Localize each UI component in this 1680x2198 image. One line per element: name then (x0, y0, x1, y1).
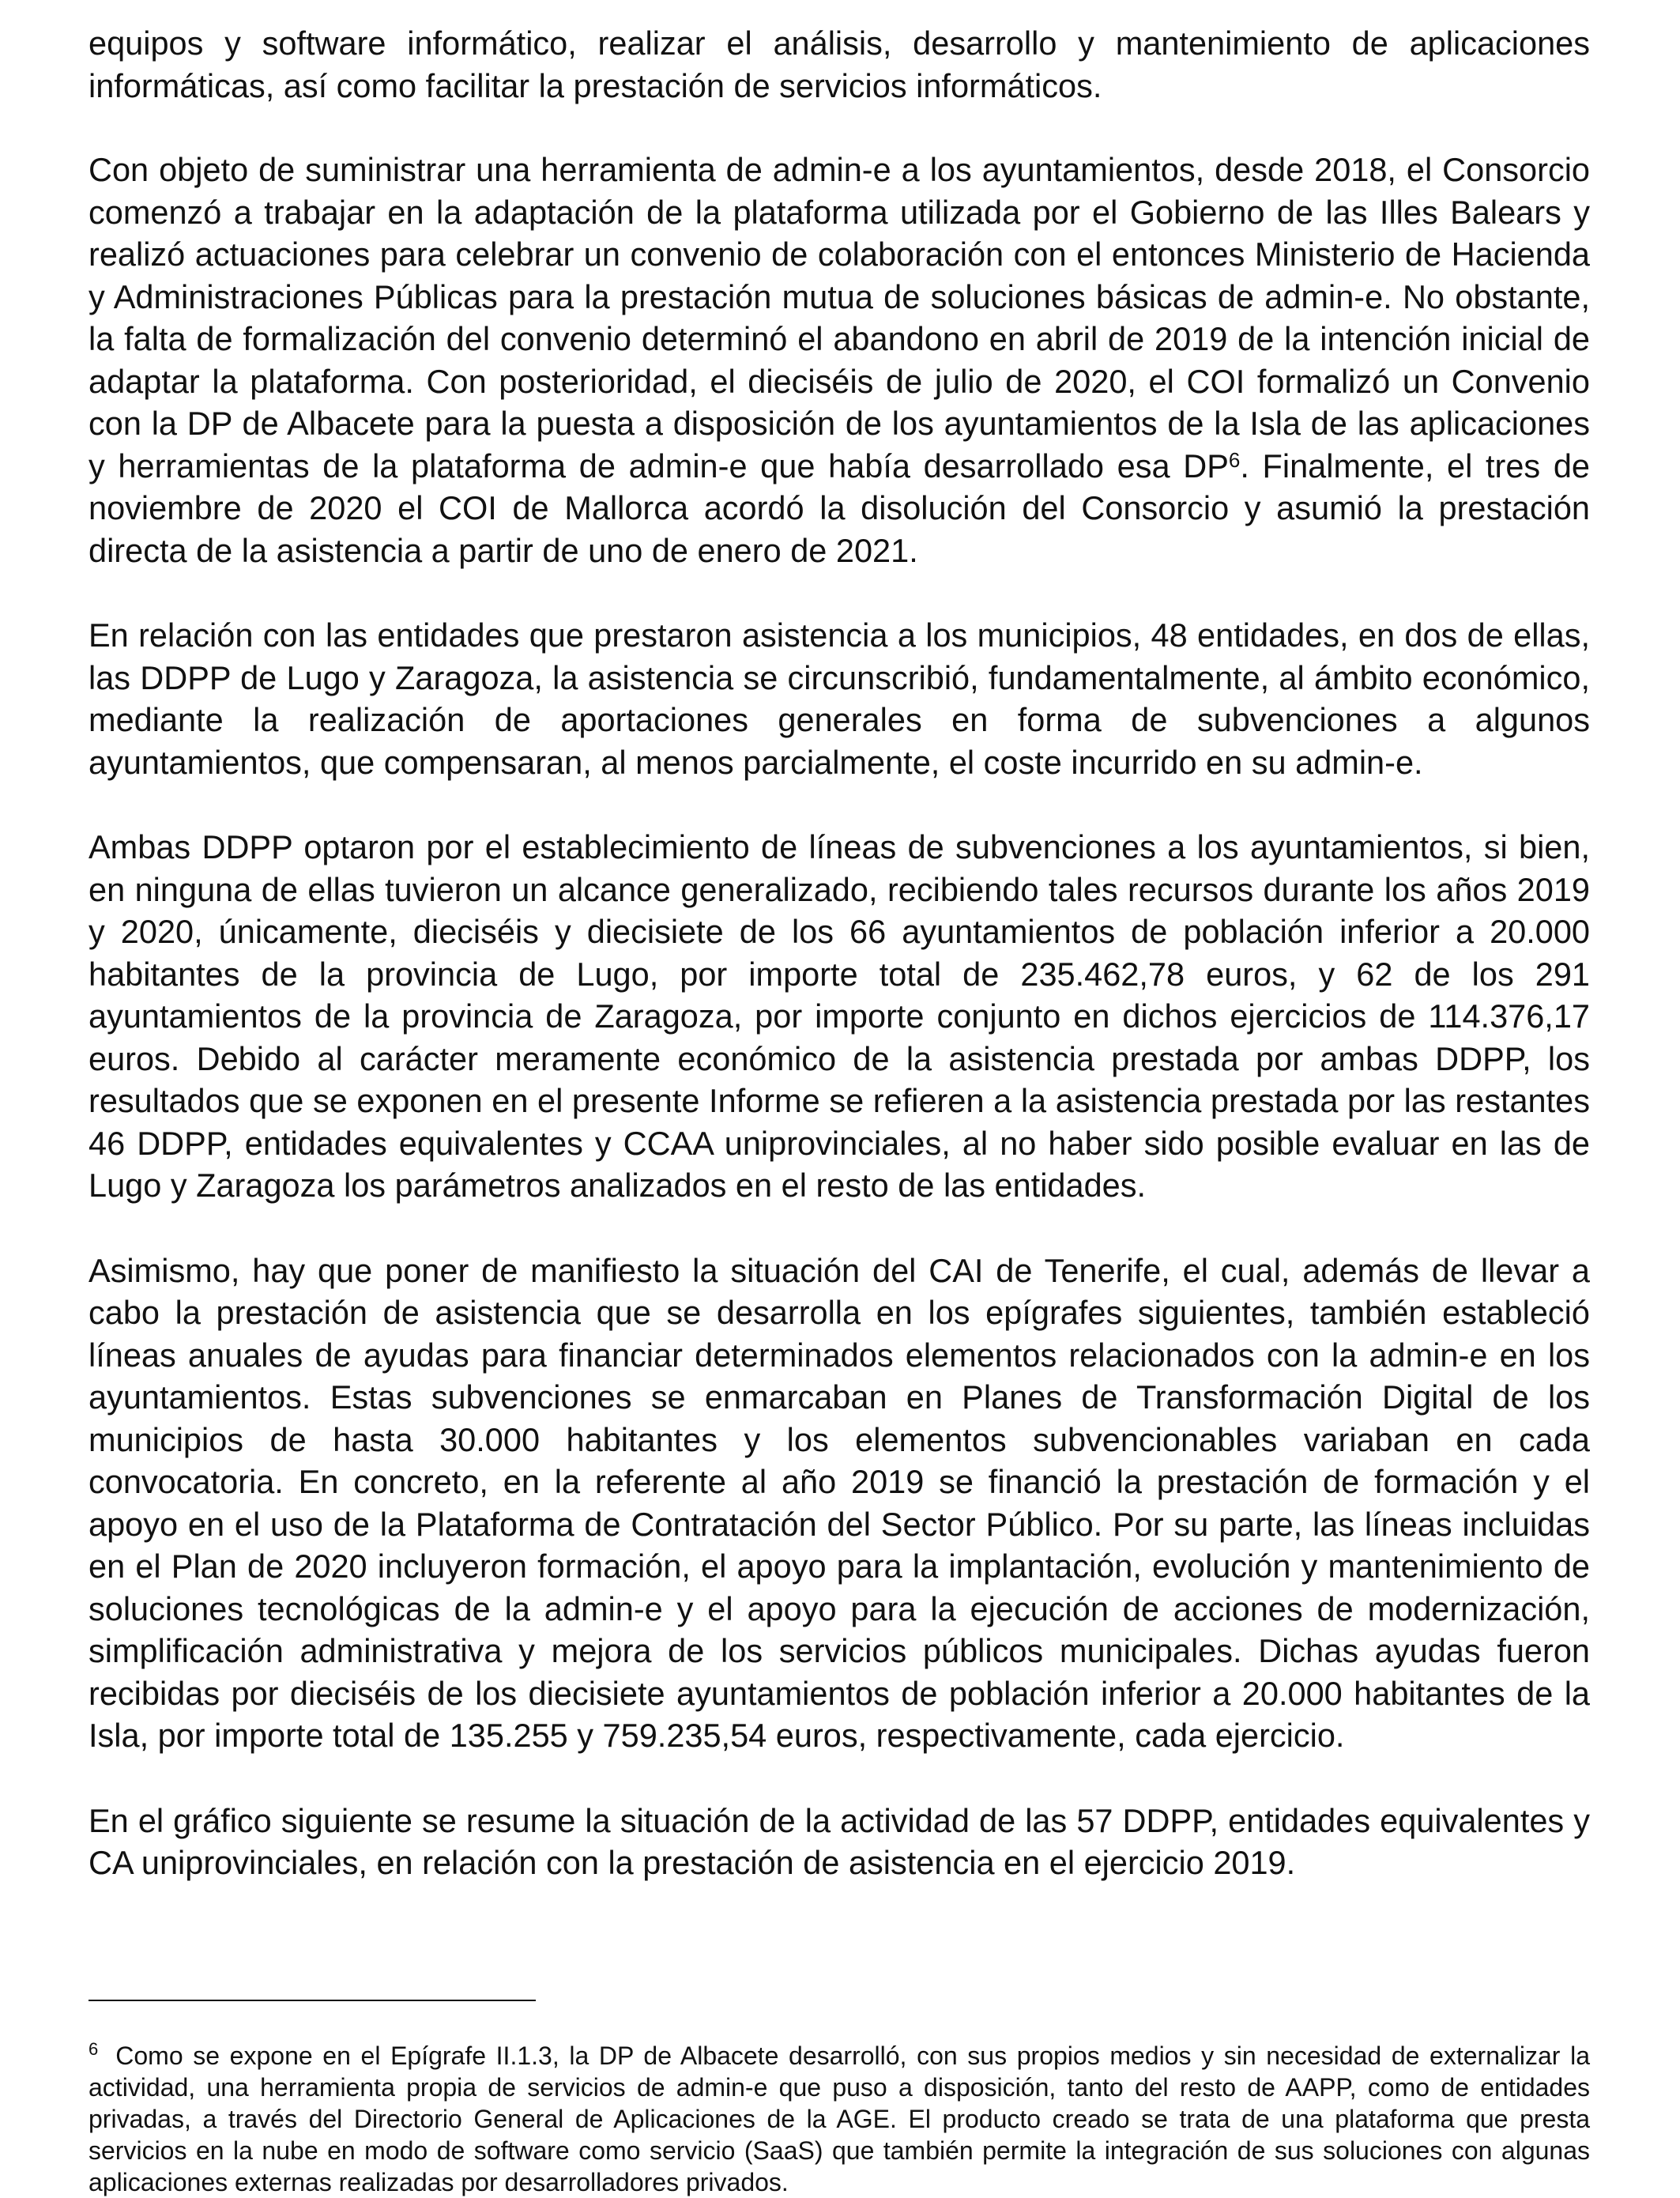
footnote-reference[interactable]: 6 (1228, 447, 1241, 472)
footnote (89, 2040, 1590, 2198)
paragraph-3: En relación con las entidades que prestaron asistencia a los municipios, 48 entidades, en dos de ellas, las DDPP de Lugo y Zaragoza, la asistencia se circunscribió, fundamentalmente, al ámbito económico, mediante la realización de aportaciones generales en forma de subvenciones a algunos ayuntamientos, que compensaran, al menos parcialmente, el coste incurrido en su admin-e. (89, 616, 1590, 781)
paragraph-2 (89, 149, 1590, 571)
footnote-text: Como se expone en el Epígrafe II.1.3, la DP de Albacete desarrolló, con sus propios medios y sin necesidad de externalizar la actividad, una herramienta propia de servicios de admin-e que puso a disposición, tanto del resto de AAPP, como de entidades privadas, a través del Directorio General de Aplicaciones de la AGE. El producto creado se trata de una plataforma que presta servicios en la nube en modo de software como servicio (SaaS) que también permite la integración de sus soluciones con algunas aplicaciones externas realizadas por desarrolladores privados. (89, 2042, 1590, 2196)
footnote-number: 6 (89, 2039, 99, 2060)
paragraph-5: Asimismo, hay que poner de manifiesto la situación del CAI de Tenerife, el cual, además de llevar a cabo la prestación de asistencia que se desarrolla en los epígrafes siguientes, también estableció líneas anuales de ayudas para financiar determinados elementos relacionados con la admin-e en los ayuntamientos. Estas subvenciones se enmarcaban en Planes de Transformación Digital de los municipios de hasta 30.000 habitantes y los elementos subvencionables variaban en cada convocatoria. En concreto, en la referente al año 2019 se financió la prestación de formación y el apoyo en el uso de la Plataforma de Contratación del Sector Público. Por su parte, las líneas incluidas en el Plan de 2020 incluyeron formación, el apoyo para la implantación, evolución y mantenimiento de soluciones tecnológicas de la admin-e y el apoyo para la ejecución de acciones de modernización, simplificación administrativa y mejora de los servicios públicos municipales. Dichas ayudas fueron recibidas por dieciséis de los diecisiete ayuntamientos de población inferior a 20.000 habitantes de la Isla, por importe total de 135.255 y 759.235,54 euros, respectivamente, cada ejercicio. (89, 1251, 1590, 1754)
document-body (89, 22, 1590, 1927)
paragraph-2-text: Con objeto de suministrar una herramienta de admin-e a los ayuntamientos, desde 2018, el Consorcio comenzó a trabajar en la adaptación de la plataforma utilizada por el Gobierno de las Illes Balears y realizó actuaciones para celebrar un convenio de colaboración con el entonces Ministerio de Hacienda y Administraciones Públicas para la prestación mutua de soluciones básicas de admin-e. No obstante, la falta de formalización del convenio determinó el abandono en abril de 2019 de la intención inicial de adaptar la plataforma. Con posterioridad, el dieciséis de julio de 2020, el COI formalizó un Convenio con la DP de Albacete para la puesta a disposición de los ayuntamientos de la Isla de las aplicaciones y herramientas de la plataforma de admin-e que había desarrollado esa DP (89, 151, 1590, 484)
footnote-separator (89, 2000, 536, 2001)
paragraph-2-tail: . Finalmente, el tres de noviembre de 2020 el COI de Mallorca acordó la disolución del Consorcio y asumió la prestación directa de la asistencia a partir de uno de enero de 2021. (89, 447, 1590, 569)
paragraph-1: equipos y software informático, realizar el análisis, desarrollo y mantenimiento de aplicaciones informáticas, así como facilitar la prestación de servicios informáticos. (89, 25, 1590, 104)
paragraph-4: Ambas DDPP optaron por el establecimiento de líneas de subvenciones a los ayuntamientos, si bien, en ninguna de ellas tuvieron un alcance generalizado, recibiendo tales recursos durante los años 2019 y 2020, únicamente, dieciséis y diecisiete de los 66 ayuntamientos de población inferior a 20.000 habitantes de la provincia de Lugo, por importe total de 235.462,78 euros, y 62 de los 291 ayuntamientos de la provincia de Zaragoza, por importe conjunto en dichos ejercicios de 114.376,17 euros. Debido al carácter meramente económico de la asistencia prestada por ambas DDPP, los resultados que se exponen en el presente Informe se refieren a la asistencia prestada por las restantes 46 DDPP, entidades equivalentes y CCAA uniprovinciales, al no haber sido posible evaluar en las de Lugo y Zaragoza los parámetros analizados en el resto de las entidades. (89, 828, 1590, 1204)
paragraph-6: En el gráfico siguiente se resume la situación de la actividad de las 57 DDPP, entidades equivalentes y CA uniprovinciales, en relación con la prestación de asistencia en el ejercicio 2019. (89, 1801, 1590, 1881)
